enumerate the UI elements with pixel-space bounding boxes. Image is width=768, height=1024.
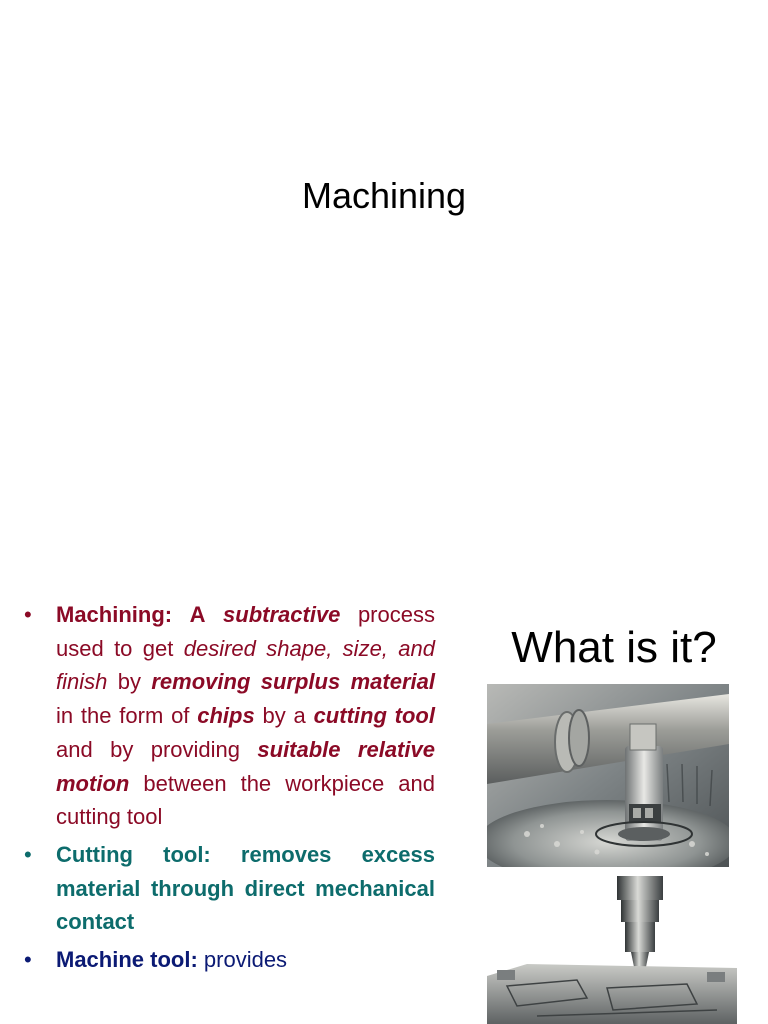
word-a: A bbox=[189, 602, 206, 627]
text-removing: removing surplus material bbox=[151, 669, 435, 695]
term-machining: Machining: bbox=[56, 602, 173, 627]
text-between: between the workpiece and cutting tool bbox=[56, 770, 435, 830]
bullet-dot-icon: • bbox=[24, 602, 32, 627]
text-cutting-tool: cutting tool bbox=[313, 703, 435, 729]
bullet-cutting-tool bbox=[24, 838, 435, 939]
text-in: in the form of bbox=[56, 703, 190, 729]
text-by: by bbox=[117, 669, 141, 695]
bullet-dot-icon: • bbox=[24, 947, 32, 973]
text-desired: desired shape, size, and finish bbox=[56, 635, 435, 695]
text-bya: by a bbox=[262, 703, 306, 729]
text-and: and by providing bbox=[56, 736, 240, 762]
text-process: process used to get bbox=[56, 602, 435, 661]
text-provides: provides bbox=[203, 947, 288, 973]
slide-title: Machining bbox=[301, 175, 467, 216]
text-chips: chips bbox=[197, 703, 255, 729]
text-suitable: suitable relative motion bbox=[56, 736, 435, 796]
cutting-tool-text: Cutting tool: removes excess material through direct mechanical contact bbox=[56, 841, 435, 935]
side-heading: What is it? bbox=[511, 623, 717, 672]
bullet-machine-tool bbox=[24, 943, 435, 977]
cnc-photo-illustration bbox=[487, 876, 737, 1024]
bullet-list bbox=[24, 598, 435, 981]
bullet-dot-icon: • bbox=[24, 841, 32, 867]
cnc-milling-photo bbox=[487, 876, 737, 1024]
term-machine-tool: Machine tool: bbox=[56, 947, 198, 973]
word-subtractive: subtractive bbox=[223, 602, 341, 627]
lathe-machining-photo bbox=[487, 684, 729, 867]
lathe-photo-illustration bbox=[487, 684, 729, 867]
bullet-machining bbox=[24, 598, 435, 834]
